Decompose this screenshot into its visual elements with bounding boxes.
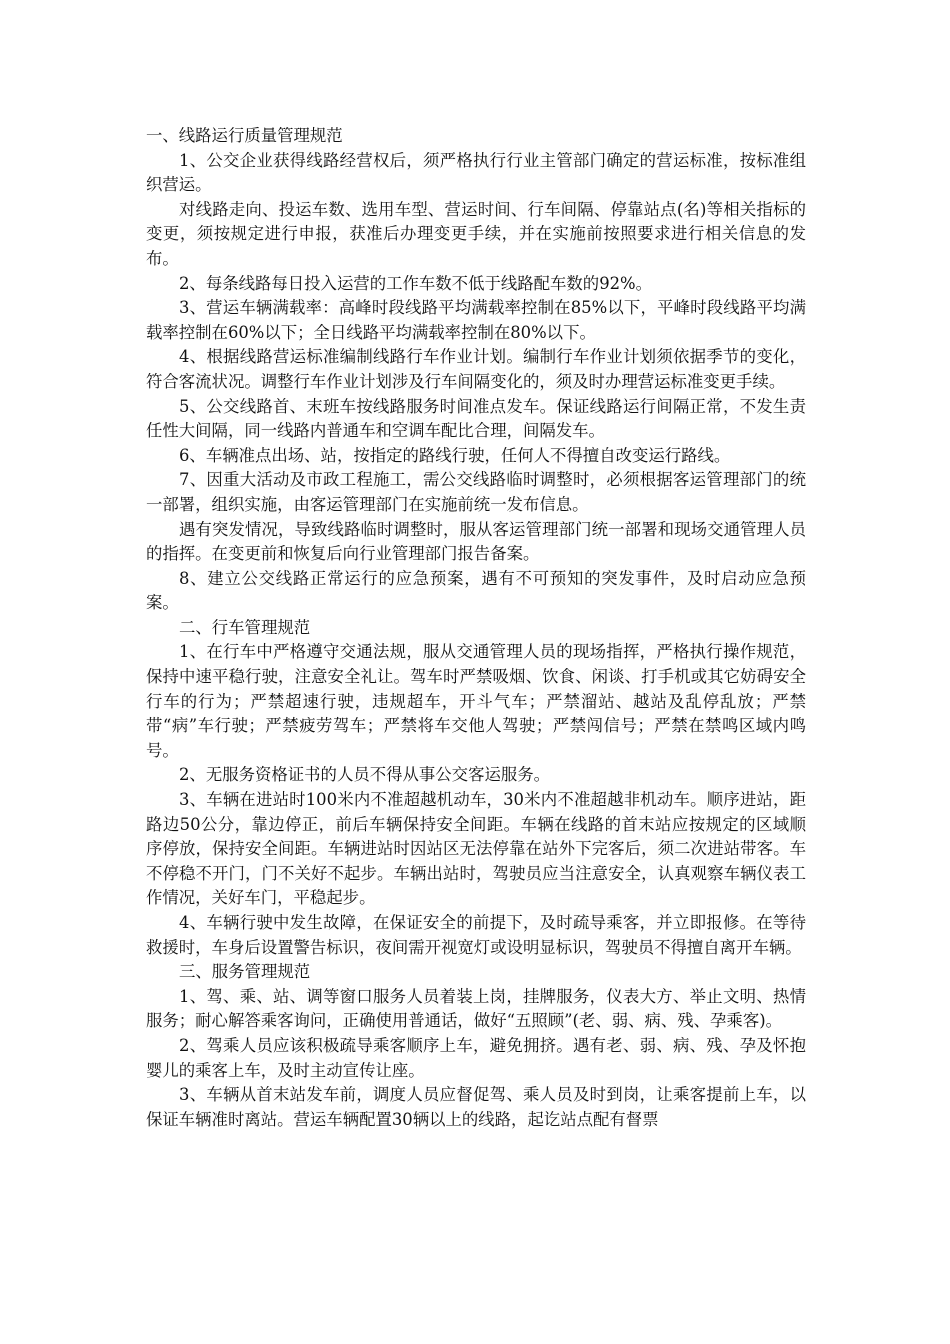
paragraph: 3、营运车辆满载率：高峰时段线路平均满载率控制在85%以下，平峰时段线路平均满载率控制在60%以下；全日线路平均满载率控制在80%以下。 — [146, 298, 806, 342]
paragraph: 1、公交企业获得线路经营权后，须严格执行行业主管部门确定的营运标准，按标准组织营运。 — [146, 150, 806, 195]
paragraph: 4、车辆行驶中发生故障，在保证安全的前提下，及时疏导乘客，并立即报修。在等待救援时，车身后设置警告标识，夜间需开视宽灯或设明显标识，驾驶员不得擅自离开车辆。 — [146, 913, 806, 957]
paragraph: 2、驾乘人员应该积极疏导乘客顺序上车，避免拥挤。遇有老、弱、病、残、孕及怀抱婴儿的乘客上车，及时主动宣传让座。 — [146, 1035, 806, 1080]
document-body — [146, 124, 806, 1132]
paragraph: 6、车辆准点出场、站，按指定的路线行驶，任何人不得擅自改变运行路线。 — [179, 445, 731, 465]
paragraph: 对线路走向、投运车数、选用车型、营运时间、行车间隔、停靠站点(名)等相关指标的变更，须按规定进行申报，获准后办理变更手续，并在实施前按照要求进行相关信息的发布。 — [146, 199, 806, 268]
section-heading-3: 三、服务管理规范 — [179, 962, 311, 982]
paragraph: 3、车辆从首末站发车前，调度人员应督促驾、乘人员及时到岗，让乘客提前上车，以保证车辆准时离站。营运车辆配置30辆以上的线路，起讫站点配有督票 — [146, 1085, 806, 1129]
section-heading-2: 二、行车管理规范 — [179, 617, 311, 637]
paragraph: 1、驾、乘、站、调等窗口服务人员着装上岗，挂牌服务，仪表大方、举止文明、热情服务；耐心解答乘客询问，正确使用普通话，做好“五照顾”(老、弱、病、残、孕乘客)。 — [146, 986, 806, 1031]
paragraph: 7、因重大活动及市政工程施工，需公交线路临时调整时，必须根据客运管理部门的统一部署，组织实施，由客运管理部门在实施前统一发布信息。 — [146, 470, 806, 514]
paragraph: 8、建立公交线路正常运行的应急预案，遇有不可预知的突发事件，及时启动应急预案。 — [146, 568, 806, 613]
paragraph: 4、根据线路营运标准编制线路行车作业计划。编制行车作业计划须依据季节的变化，符合客流状况。调整行车作业计划涉及行车间隔变化的，须及时办理营运标准变更手续。 — [146, 347, 806, 391]
paragraph: 1、在行车中严格遵守交通法规，服从交通管理人员的现场指挥，严格执行操作规范，保持中速平稳行驶，注意安全礼让。驾车时严禁吸烟、饮食、闲谈、打手机或其它妨碍安全行车的行为；严禁超速行驶，违规超车，开斗气车；严禁溜站、越站及乱停乱放；严禁带“病”车行驶；严禁疲劳驾车；严禁将车交他人驾驶；严禁闯信号；严禁在禁鸣区域内鸣号。 — [146, 642, 806, 760]
section-heading-1: 一、线路运行质量管理规范 — [146, 126, 343, 145]
paragraph: 5、公交线路首、末班车按线路服务时间准点发车。保证线路运行间隔正常，不发生责任性大间隔，同一线路内普通车和空调车配比合理，间隔发车。 — [146, 396, 806, 441]
paragraph: 3、车辆在进站时100米内不准超越机动车，30米内不准超越非机动车。顺序进站，距路边50公分，靠边停正，前后车辆保持安全间距。车辆在线路的首末站应按规定的区域顺序停放，保持安全间距。车辆进站时因站区无法停靠在站外下完客后，须二次进站带客。车不停稳不开门，门不关好不起步。车辆出站时，驾驶员应当注意安全，认真观察车辆仪表工作情况，关好车门，平稳起步。 — [146, 790, 806, 908]
paragraph: 遇有突发情况，导致线路临时调整时，服从客运管理部门统一部署和现场交通管理人员的指挥。在变更前和恢复后向行业管理部门报告备案。 — [146, 519, 806, 564]
paragraph: 2、无服务资格证书的人员不得从事公交客运服务。 — [179, 765, 551, 785]
paragraph: 2、每条线路每日投入运营的工作车数不低于线路配车数的92%。 — [179, 273, 653, 293]
